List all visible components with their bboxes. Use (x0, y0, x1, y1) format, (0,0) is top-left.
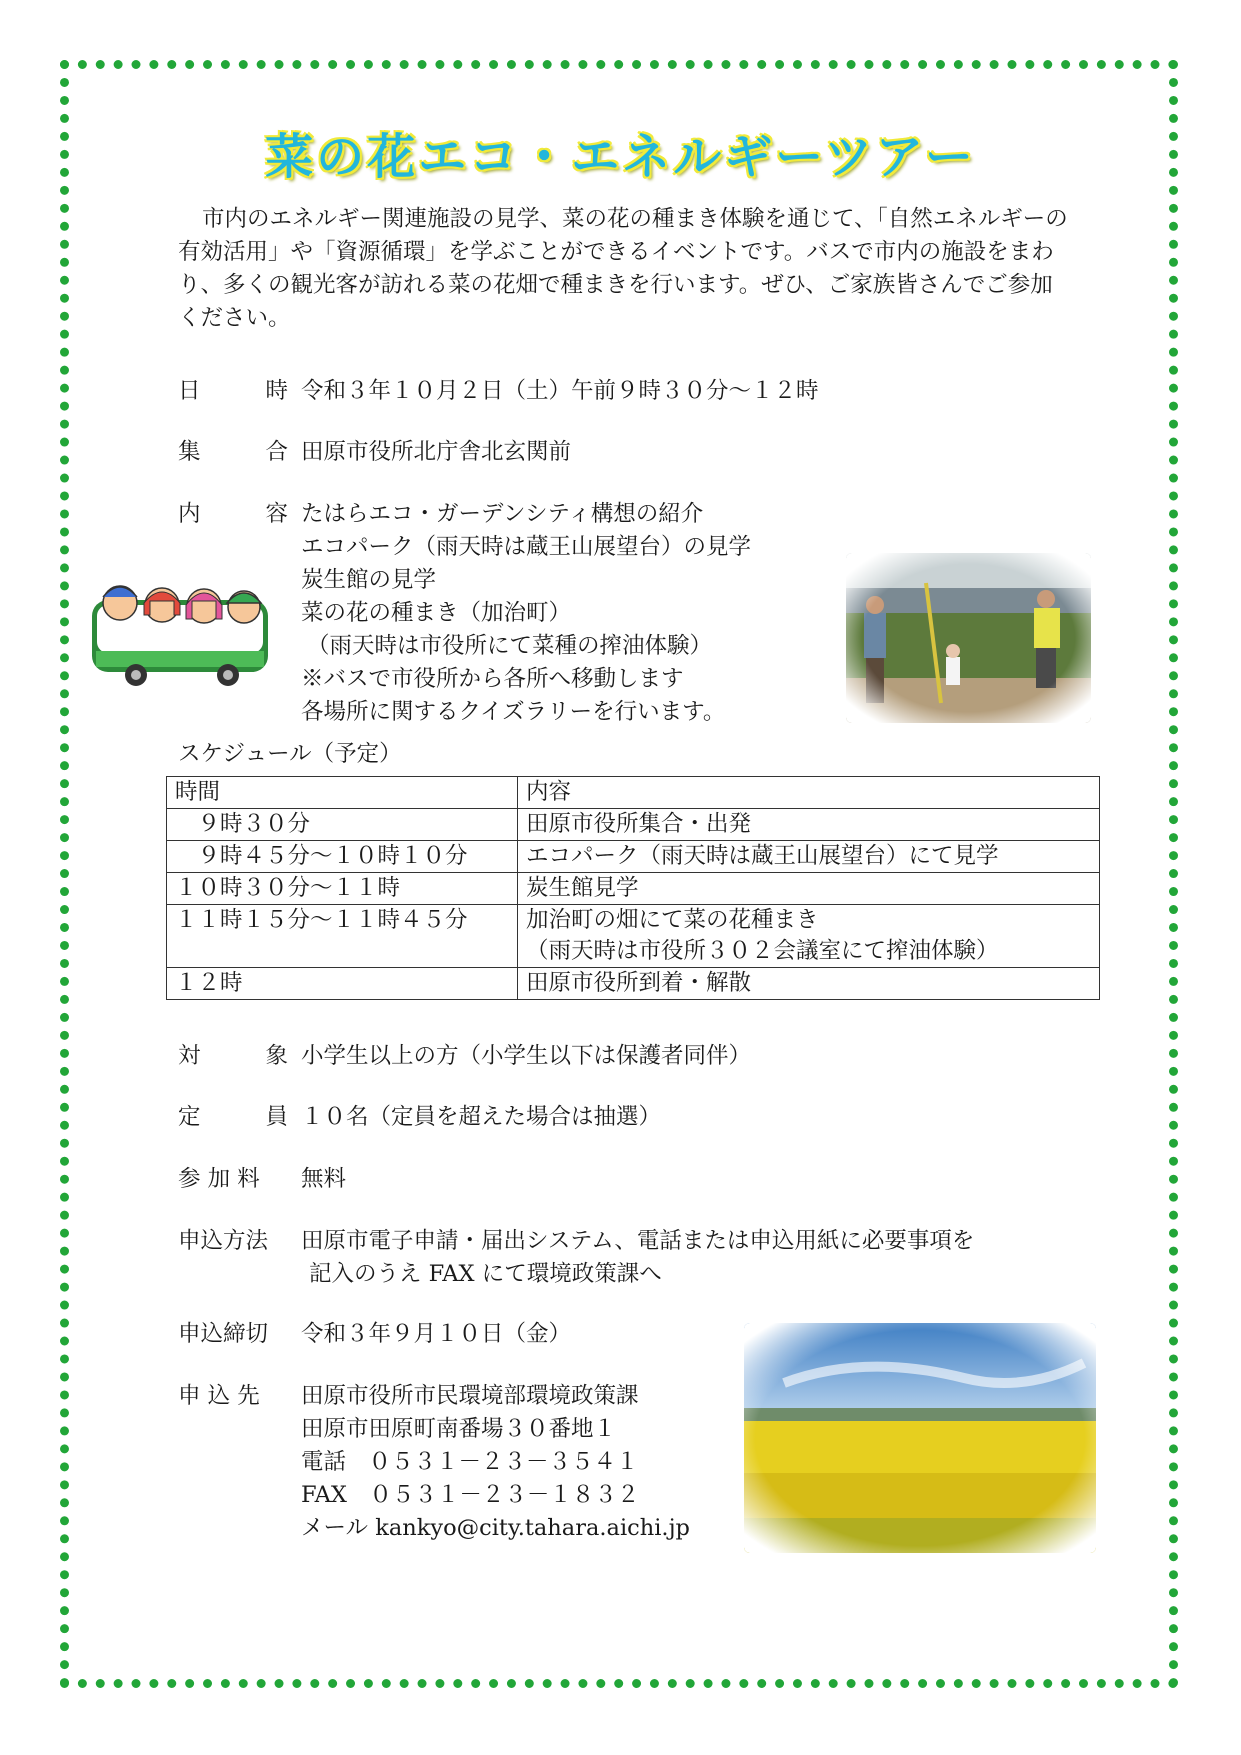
intro-paragraph: 市内のエネルギー関連施設の見学、菜の花の種まき体験を通じて、「自然エネルギーの有効活用」や「資源循環」を学ぶことができるイベントです。バスで市内の施設をまわり、多くの観光客が訪れる菜の花畑で種まきを行います。ぜひ、ご家族皆さんでご参加ください。 (178, 206, 1068, 331)
contact-label: 申 込 先 (178, 1383, 260, 1409)
schedule-title: スケジュール（予定） (178, 741, 402, 767)
content-line: 炭生館の見学 (301, 567, 437, 593)
contact-fax: FAX ０５３１－２３－１８３２ (301, 1482, 640, 1508)
page-title: 菜の花エコ・エネルギーツアー (265, 129, 976, 185)
meeting-label-a: 集 (178, 439, 201, 465)
apply-method-label: 申込方法 (178, 1228, 269, 1254)
fee-value: 無料 (301, 1166, 347, 1192)
table-cell-time: ９時４５分～１０時１０分 (167, 841, 518, 873)
target-label-a: 対 (178, 1043, 201, 1069)
contact-dept: 田原市役所市民環境部環境政策課 (301, 1383, 639, 1409)
table-row (167, 968, 1100, 1000)
table-cell-content: 田原市役所到着・解散 (518, 968, 1100, 1000)
table-cell-content: エコパーク（雨天時は蔵王山展望台）にて見学 (518, 841, 1100, 873)
table-header-content: 内容 (518, 777, 1100, 809)
table-row (167, 777, 1100, 809)
fee-row (178, 1163, 346, 1196)
datetime-label-b: 時 (265, 378, 288, 404)
content-label-a: 内 (178, 501, 201, 527)
fee-label: 参 加 料 (178, 1166, 260, 1192)
table-cell-content: 加治町の畑にて菜の花種まき （雨天時は市役所３０２会議室にて搾油体験） (518, 905, 1100, 968)
table-row (167, 905, 1100, 968)
target-row (178, 1040, 751, 1073)
capacity-value: １０名（定員を超えた場合は抽選） (301, 1104, 662, 1130)
table-cell-time: １１時１５分～１１時４５分 (167, 905, 518, 968)
datetime-value: 令和３年１０月２日（土）午前９時３０分～１２時 (301, 378, 819, 404)
meeting-value: 田原市役所北庁舎北玄関前 (301, 439, 572, 465)
content-line: エコパーク（雨天時は蔵王山展望台）の見学 (301, 534, 752, 560)
apply-method-row (178, 1225, 974, 1291)
content-line: 菜の花の種まき（加治町） (301, 600, 572, 626)
datetime-label-a: 日 (178, 378, 201, 404)
rapeseed-field-photo (744, 1323, 1096, 1553)
content-line: たはらエコ・ガーデンシティ構想の紹介 (301, 501, 704, 527)
apply-method-line1: 田原市電子申請・届出システム、電話または申込用紙に必要事項を (301, 1228, 975, 1254)
table-row (167, 809, 1100, 841)
content-list (301, 498, 751, 729)
schedule-table (166, 776, 1100, 1000)
family-seeding-photo (846, 553, 1091, 723)
apply-method-line2: 記入のうえ FAX にて環境政策課へ (309, 1261, 662, 1287)
content-label-b: 容 (265, 501, 288, 527)
content-line: ※バスで市役所から各所へ移動します (301, 666, 684, 692)
content-line: 各場所に関するクイズラリーを行います。 (301, 699, 726, 725)
table-cell-time: １２時 (167, 968, 518, 1000)
capacity-row (178, 1101, 661, 1134)
table-cell-time: １０時３０分～１１時 (167, 873, 518, 905)
table-cell-content: 田原市役所集合・出発 (518, 809, 1100, 841)
meeting-row (178, 436, 571, 469)
deadline-label: 申込締切 (178, 1321, 269, 1347)
table-row (167, 873, 1100, 905)
content-line: （雨天時は市役所にて菜種の搾油体験） (307, 633, 713, 659)
contact-address: 田原市田原町南番場３０番地１ (301, 1416, 617, 1442)
capacity-label-b: 員 (265, 1104, 288, 1130)
datetime-row (178, 375, 819, 408)
deadline-value: 令和３年９月１０日（金） (301, 1321, 572, 1347)
deadline-row (178, 1318, 571, 1351)
table-cell-content: 炭生館見学 (518, 873, 1100, 905)
meeting-label-b: 合 (265, 439, 288, 465)
contact-row (178, 1380, 690, 1545)
table-header-time: 時間 (167, 777, 518, 809)
target-value: 小学生以上の方（小学生以下は保護者同伴） (301, 1043, 752, 1069)
contact-tel: 電話 ０５３１－２３－３５４１ (301, 1449, 639, 1475)
bus-illustration (88, 575, 273, 690)
contact-mail[interactable]: メール kankyo@city.tahara.aichi.jp (301, 1515, 690, 1541)
capacity-label-a: 定 (178, 1104, 201, 1130)
table-row (167, 841, 1100, 873)
target-label-b: 象 (265, 1043, 288, 1069)
table-cell-time: ９時３０分 (167, 809, 518, 841)
